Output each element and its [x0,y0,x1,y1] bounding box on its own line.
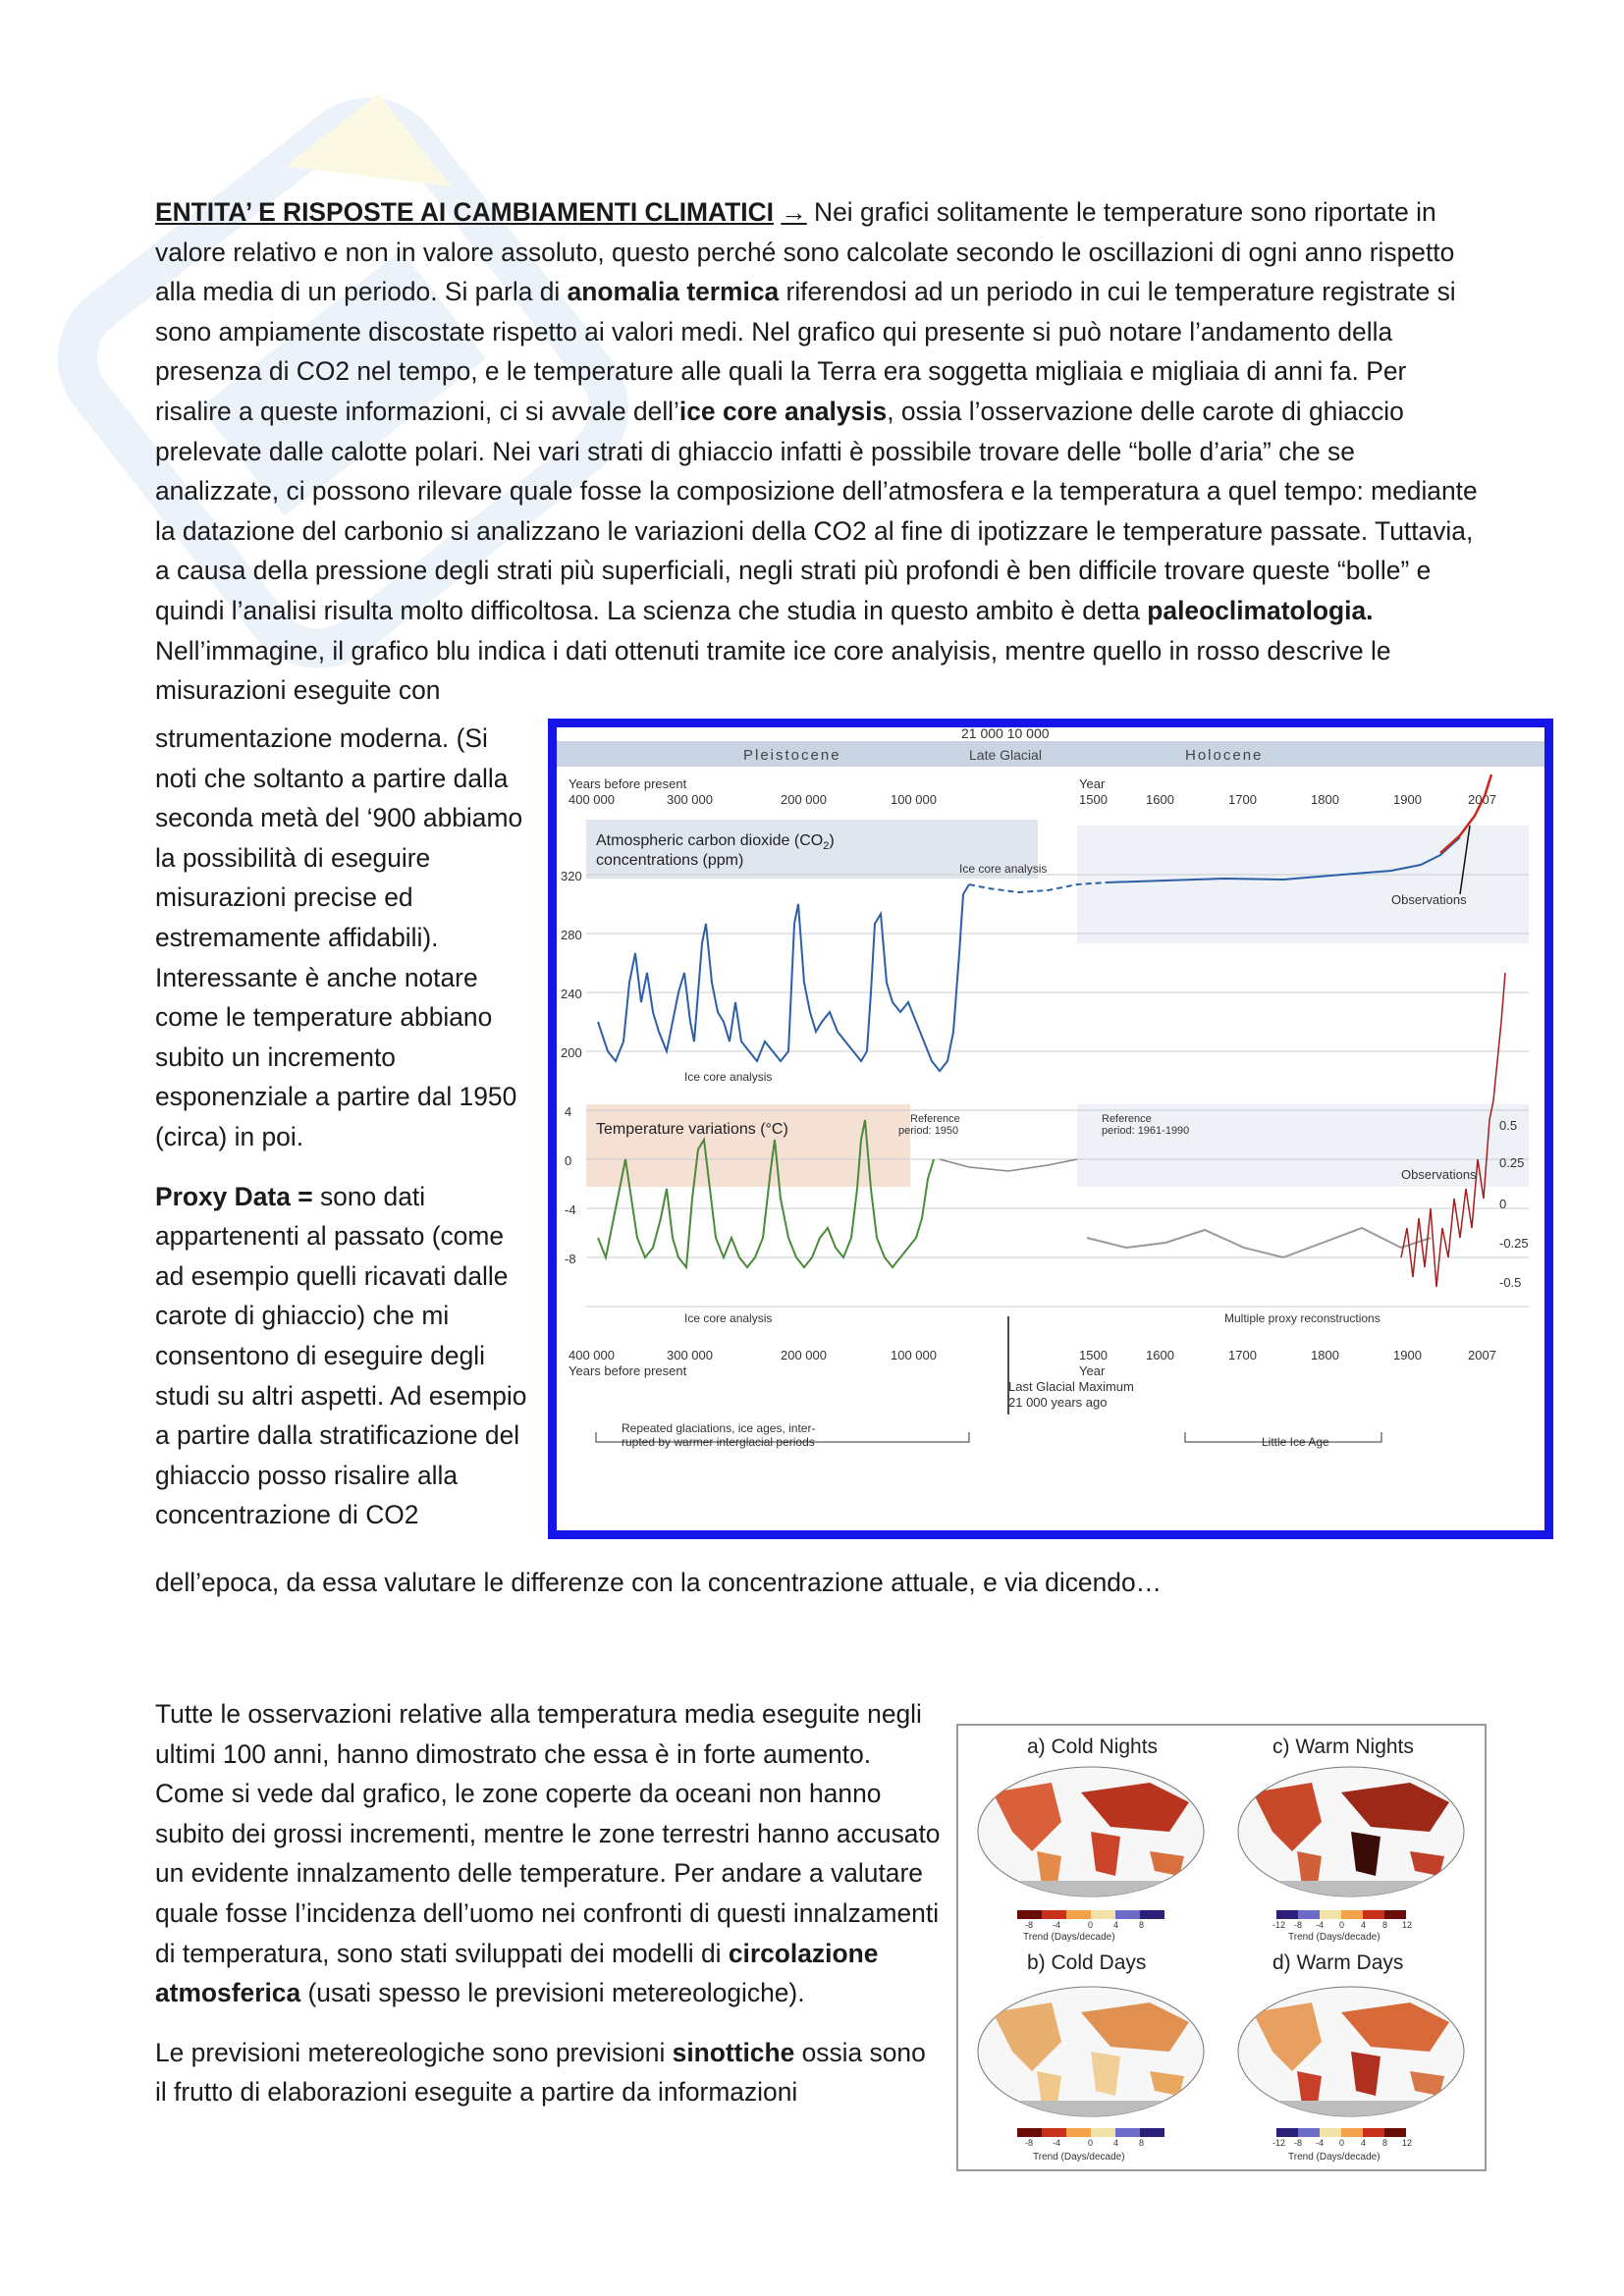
top-ticks-left [568,792,937,807]
tick-label: -8 [1294,2138,1303,2148]
temp-proxy-line [1087,1228,1431,1257]
trend-label-b: Trend (Days/decade) [1033,2152,1125,2163]
tick-label: 200 [561,1045,582,1060]
tick-label: 1600 [1146,1348,1174,1362]
tick-label: 8 [1382,2138,1388,2148]
observations-label-co2: Observations [1391,892,1467,907]
co2-units: concentrations (ppm) [596,852,744,869]
tick-label: -12 [1272,2138,1286,2148]
ref2-label-b: period: 1961-1990 [1102,1125,1190,1137]
map-warm-nights [1238,1767,1464,1900]
era-band [557,741,1544,767]
colorbar-a-ticks [1025,1920,1144,1930]
tick-label: 1800 [1311,1348,1339,1362]
year-label-bottom: Year [1079,1363,1106,1378]
paragraph-observations [155,1694,941,2013]
tick-label: 0 [1339,1920,1345,1930]
trend-label-d: Trend (Days/decade) [1288,2152,1380,2163]
glaciations-label-2: rupted by warmer interglacial periods [622,1435,815,1449]
tick-label: -4 [565,1202,576,1217]
lgm-label-2: 21 000 years ago [1008,1395,1108,1410]
temp-holocene-line [940,1159,1077,1171]
tick-label: 300 000 [667,792,713,807]
text-run: ossia sono il frutto di elaborazioni eseguite a partire da informazioni [155,2037,926,2108]
tick-label: 1900 [1393,792,1422,807]
colorbar-c-ticks [1272,1920,1412,1930]
ref2-label-a: Reference [1102,1113,1152,1125]
text-run: Tutte le osservazioni relative alla temperatura media eseguite negli ultimi 100 anni, hanno dimostrato che essa è in forte aumento. Come si vede dal grafico, le zone coperte da oceani non hanno subito dei grossi incrementi, mentre le zone terrestri hanno accusato un evidente innalzamento delle temperature. Per andare a valutare quale fosse l’incidenza dell’uomo nei confronti di questi innalzamenti di temperatura, sono stati sviluppati dei modelli di [155,1699,941,1968]
tick-label: 300 000 [667,1348,713,1362]
tick-label: 280 [561,928,582,942]
tick-label: 8 [1139,1920,1145,1930]
ice-core-label-top: Ice core analysis [959,862,1048,876]
bold-term: anomalia termica [567,277,780,307]
climate-figure [548,719,1553,1539]
year-label: Year [1079,776,1106,791]
text-run: Le previsioni metereologiche sono previsioni [155,2037,673,2067]
tick-label: 0.5 [1499,1118,1518,1133]
tick-label: 200 000 [781,792,827,807]
ref1-label-b: period: 1950 [898,1125,959,1137]
top-years-label: 21 000 10 000 [961,727,1050,741]
tick-label: -4 [1053,1920,1061,1930]
temp-title: Temperature variations (°C) [596,1121,788,1138]
tick-label: -8 [565,1252,576,1266]
section-observations [155,1694,941,2132]
text-run: riferendosi ad un periodo in cui le temperature registrate si sono ampiamente discostate rispetto ai valori medi. Nel grafico qui presente si può notare l’andamento della presenza di CO2 nel tempo, e le temperature alle quali la Terra era soggetta migliaia e migliaia di anni fa. Per risalire a queste informazioni, ci si avvale dell’ [155,277,1456,426]
ref1-label-a: Reference [910,1113,960,1125]
tick-label: 0 [1339,2138,1345,2148]
tick-label: 4 [1113,2138,1119,2148]
tick-label: 8 [1139,2138,1145,2148]
map-warm-days [1238,1987,1464,2120]
tick-label: 1600 [1146,792,1174,807]
map-cold-days [978,1987,1204,2120]
tick-label: 1800 [1311,792,1339,807]
colorbar-d [1276,2128,1406,2137]
tick-label: 1500 [1079,792,1108,807]
tick-label: 2007 [1468,792,1496,807]
paragraph-proxy [155,1177,528,1535]
observations-label-temp: Observations [1401,1167,1477,1182]
map-cold-nights [978,1767,1204,1900]
tick-label: 0.25 [1499,1155,1525,1170]
tick-label: 400 000 [568,1348,615,1362]
colorbar-a [1017,1910,1164,1919]
late-glacial-label: Late Glacial [969,747,1042,763]
arrow-icon: → [781,197,807,227]
tick-label: 100 000 [891,792,937,807]
co2-ice-core-line [598,884,969,1071]
tick-label: -0.25 [1499,1236,1529,1251]
tick-label: 1700 [1228,792,1257,807]
tick-label: 2007 [1468,1348,1496,1362]
co2-title: Atmospheric carbon dioxide $(CO_2)$ [596,832,835,852]
map-title-a: a) Cold Nights [1027,1735,1159,1758]
tick-label: 4 [1113,1920,1119,1930]
temp-y-ticks-left [565,1104,576,1266]
text-run: Nei grafici solitamente le temperature sono riportate in valore relativo e non in valore assoluto, questo perché sono calcolate secondo le oscillazioni di ogni anno rispetto alla media di un periodo. Si parla di [155,197,1455,307]
tick-label: 4 [1361,1920,1367,1930]
bottom-ticks-right [1079,1348,1496,1362]
continuation-text: dell’epoca, da essa valutare le differenze con la concentrazione attuale, e via dicendo… [155,1568,1163,1597]
tick-label: 240 [561,987,582,1001]
ybp-label: Years before present [568,776,687,791]
tick-label: 12 [1402,2138,1413,2148]
tick-label: 400 000 [568,792,615,807]
trend-label-c: Trend (Days/decade) [1288,1932,1380,1943]
paragraph-intro [155,192,1481,711]
lgm-label-1: Last Glacial Maximum [1008,1379,1134,1394]
text-run: Nell’immagine, il grafico blu indica i dati ottenuti tramite ice core analyisis, mentre quello in rosso descrive le misurazioni eseguite con [155,635,1391,706]
tick-label: 4 [565,1104,572,1119]
co2-y-ticks [561,869,582,1060]
bottom-ticks-left [568,1348,937,1362]
map-title-c: c) Warm Nights [1272,1735,1414,1758]
glaciations-label-1: Repeated glaciations, ice ages, inter- [622,1421,816,1435]
bold-term: ice core analysis [678,396,888,426]
tick-label: -4 [1316,2138,1325,2148]
bold-term: sinottiche [672,2037,795,2067]
tick-label: 1500 [1079,1348,1108,1362]
pleistocene-label: Pleistocene [743,747,841,764]
tick-label: -4 [1316,1920,1325,1930]
trend-label-a: Trend (Days/decade) [1023,1932,1115,1943]
little-ice-label: Little Ice Age [1262,1435,1329,1449]
holocene-label: Holocene [1185,747,1264,764]
section-title: ENTITA’ E RISPOSTE AI CAMBIAMENTI CLIMATICI [155,197,774,227]
proxy-recon-label: Multiple proxy reconstructions [1224,1311,1380,1325]
ice-core-label-co2: Ice core analysis [684,1070,773,1084]
tick-label: -8 [1025,2138,1034,2148]
tick-label: 8 [1382,1920,1388,1930]
bold-term: Proxy Data = [155,1181,313,1211]
colorbar-b-ticks [1025,2138,1144,2148]
text-run: sono dati appartenenti al passato (come ad esempio quelli ricavati dalle carote di ghiaccio) che mi consentono di eseguire degli studi su altri aspetti. Ad esempio a partire dalla stratificazione del ghiaccio posso risalire alla concentrazione di CO2 [155,1181,527,1530]
tick-label: 320 [561,869,582,883]
tick-label: 4 [1361,2138,1367,2148]
paragraph-strumentazione: strumentazione moderna. (Si noti che soltanto a partire dalla seconda metà del ‘900 abbiamo la possibilità di eseguire misurazioni precise ed estremamente affidabili). Interessante è anche notare come le temperature abbiano subito un incremento esponenziale a partire dal 1950 (circa) in poi. [155,723,523,1151]
tick-label: -0.5 [1499,1275,1522,1290]
extremes-maps-figure [956,1724,1487,2171]
paragraph-continuation [155,1563,1481,1603]
bold-term: paleoclimatologia. [1147,595,1374,625]
tick-label: -8 [1294,1920,1303,1930]
tick-label: 1700 [1228,1348,1257,1362]
colorbar-c [1276,1910,1406,1919]
tick-label: 12 [1402,1920,1413,1930]
tick-label: -8 [1025,1920,1034,1930]
tick-label: 1900 [1393,1348,1422,1362]
tick-label: -12 [1272,1920,1286,1930]
map-title-d: d) Warm Days [1272,1951,1404,1974]
text-run: (usati spesso le previsioni metereologiche). [300,1978,805,2008]
tick-label: -4 [1053,2138,1061,2148]
tick-label: 0 [1088,2138,1094,2148]
ice-core-label-temp: Ice core analysis [684,1311,773,1325]
tick-label: 200 000 [781,1348,827,1362]
text-run: , ossia l’osservazione delle carote di ghiaccio prelevate dalle calotte polari. Nei vari strati di ghiaccio infatti è possibile trovare delle “bolle d’aria” che se analizzate, ci possono rilevare quale fosse la composizione dell’atmosfera e la temperatura a quel tempo: mediante la datazione del carbonio si analizzano le variazioni della CO2 al fine di ipotizzare le temperature passate. Tuttavia, a causa della pressione degli strati più superficiali, negli strati più profondi è ben difficile trovare queste “bolle” e quindi l’analisi risulta molto difficoltosa. La scienza che studia in questo ambito è detta [155,396,1478,625]
bold-term: circolazione atmosferica [155,1938,879,2008]
colorbar-b [1017,2128,1164,2137]
left-column [155,719,528,1535]
tick-label: 0 [565,1153,572,1168]
tick-label: 100 000 [891,1348,937,1362]
map-title-b: b) Cold Days [1027,1951,1147,1974]
document-page [155,192,1529,2163]
paragraph-forecast [155,2033,941,2112]
top-ticks-right [1079,792,1496,807]
colorbar-d-ticks [1272,2138,1412,2148]
ybp-label-bottom: Years before present [568,1363,687,1378]
tick-label: 0 [1499,1197,1507,1211]
tick-label: 0 [1088,1920,1094,1930]
